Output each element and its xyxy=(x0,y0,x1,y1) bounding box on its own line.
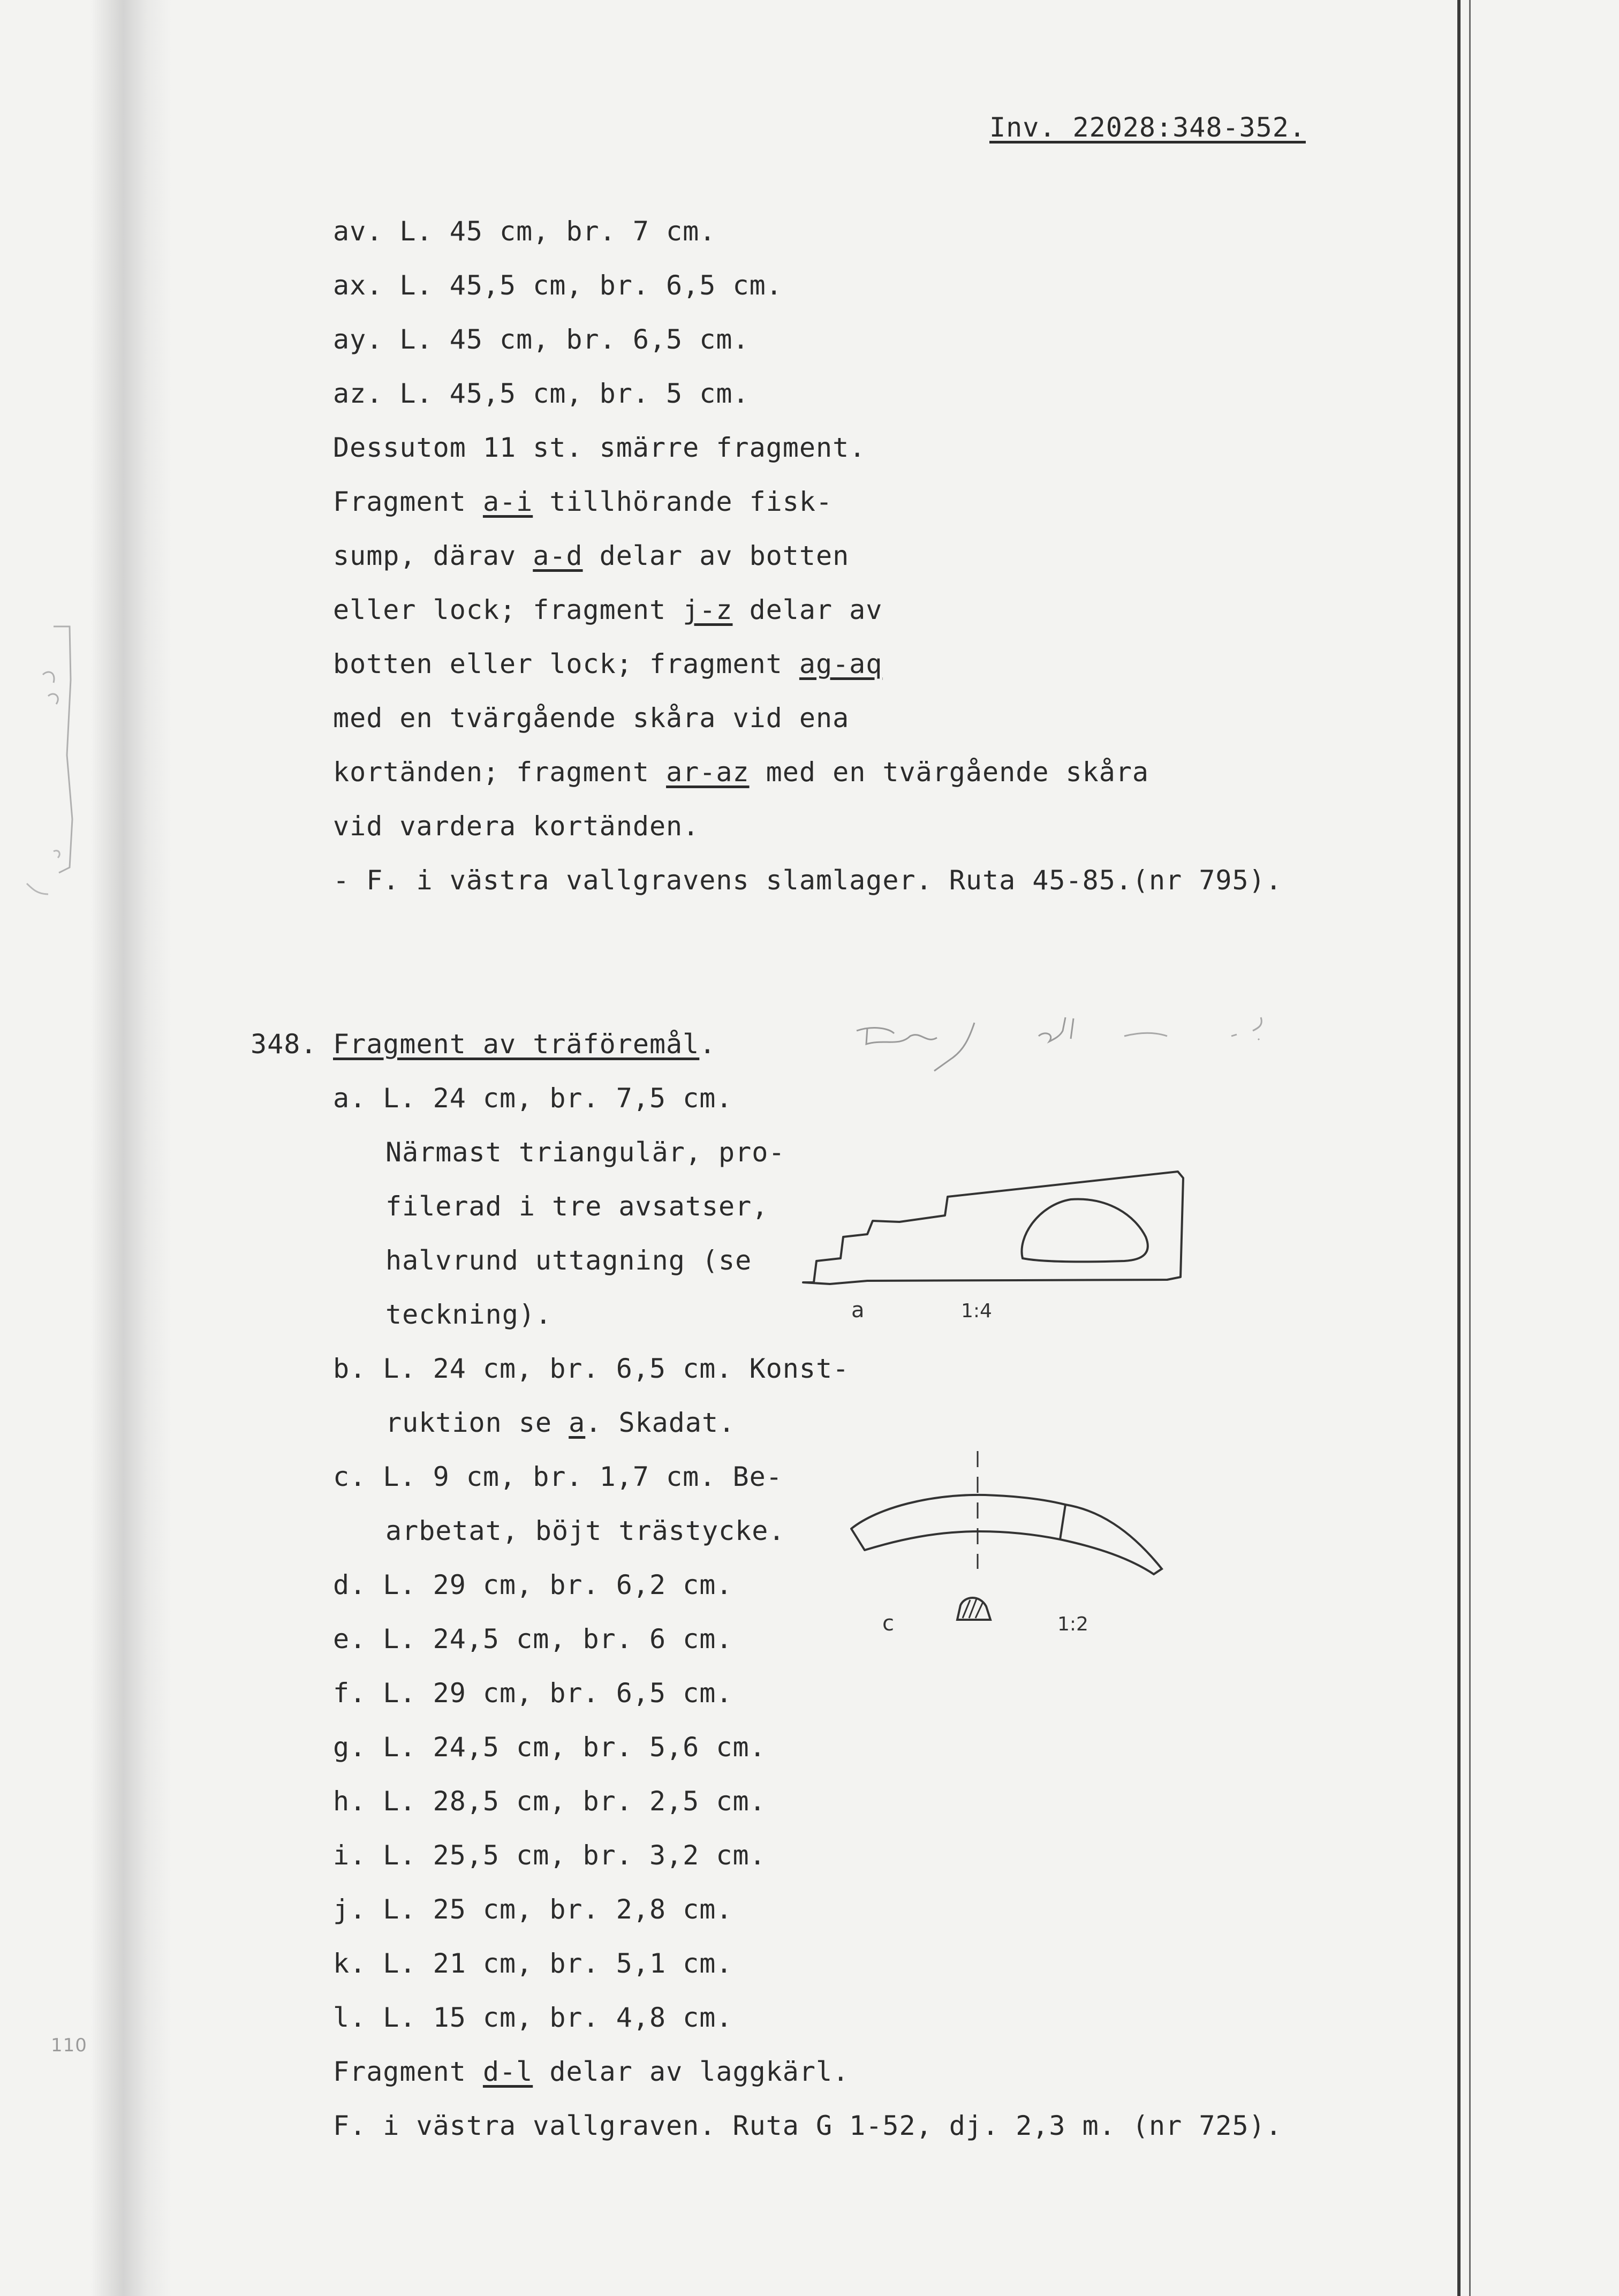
entry-find-location: F. i västra vallgraven. Ruta G 1-52, dj. 2,3 m. (nr 725). xyxy=(333,2110,1282,2141)
description-line: vid vardera kortänden. xyxy=(333,811,700,842)
description-line: med en tvärgående skåra vid ena xyxy=(333,703,850,734)
sketch-c-scale: 1:2 xyxy=(1057,1613,1088,1635)
item-i: i. L. 25,5 cm, br. 3,2 cm. xyxy=(333,1840,766,1871)
measure-line: az. L. 45,5 cm, br. 5 cm. xyxy=(333,378,750,409)
item-b-desc: ruktion se a. Skadat. xyxy=(385,1407,736,1438)
inventory-number: Inv. 22028:348-352. xyxy=(989,112,1306,143)
item-k: k. L. 21 cm, br. 5,1 cm. xyxy=(333,1948,733,1979)
description-line: kortänden; fragment ar-az med en tvärgående skåra xyxy=(333,757,1149,788)
entry-summary: Fragment d-l delar av laggkärl. xyxy=(333,2056,850,2087)
fragment-a-drawing xyxy=(792,1157,1199,1328)
item-l: l. L. 15 cm, br. 4,8 cm. xyxy=(333,2002,733,2033)
item-b: b. L. 24 cm, br. 6,5 cm. Konst- xyxy=(333,1353,850,1384)
item-d: d. L. 29 cm, br. 6,2 cm. xyxy=(333,1569,733,1600)
sketch-c-label: c xyxy=(882,1611,894,1636)
margin-marks xyxy=(11,616,91,916)
description-line: sump, därav a-d delar av botten xyxy=(333,540,850,571)
description-line: eller lock; fragment j-z delar av xyxy=(333,594,883,625)
entry-title: Fragment av träföremål. xyxy=(333,1029,716,1060)
item-e: e. L. 24,5 cm, br. 6 cm. xyxy=(333,1623,733,1655)
entry-number: 348. xyxy=(251,1029,317,1060)
measure-line: av. L. 45 cm, br. 7 cm. xyxy=(333,216,716,247)
item-a-desc: halvrund uttagning (se xyxy=(385,1245,752,1276)
item-a-desc: Närmast triangulär, pro- xyxy=(385,1137,785,1168)
item-h: h. L. 28,5 cm, br. 2,5 cm. xyxy=(333,1786,766,1817)
sketch-a-label: a xyxy=(851,1298,865,1323)
margin-number: 110 xyxy=(51,2035,87,2056)
measure-line: ax. L. 45,5 cm, br. 6,5 cm. xyxy=(333,270,783,301)
item-c: c. L. 9 cm, br. 1,7 cm. Be- xyxy=(333,1461,783,1492)
sketch-a-scale: 1:4 xyxy=(961,1300,992,1322)
item-a-desc: filerad i tre avsatser, xyxy=(385,1191,769,1222)
fragment-c-drawing xyxy=(841,1446,1183,1649)
binding-shadow xyxy=(91,0,171,2296)
measure-line: ay. L. 45 cm, br. 6,5 cm. xyxy=(333,324,750,355)
item-a: a. L. 24 cm, br. 7,5 cm. xyxy=(333,1083,733,1114)
pencil-annotation xyxy=(803,1007,1338,1103)
page-edge-rule-thin xyxy=(1469,0,1471,2296)
item-j: j. L. 25 cm, br. 2,8 cm. xyxy=(333,1894,733,1925)
item-a-desc: teckning). xyxy=(385,1299,553,1330)
find-location: - F. i västra vallgravens slamlager. Ruta 45-85.(nr 795). xyxy=(333,865,1282,896)
extra-fragments: Dessutom 11 st. smärre fragment. xyxy=(333,432,866,463)
page-edge-rule xyxy=(1457,0,1461,2296)
item-g: g. L. 24,5 cm, br. 5,6 cm. xyxy=(333,1732,766,1763)
item-c-desc: arbetat, böjt trästycke. xyxy=(385,1515,785,1546)
description-line: botten eller lock; fragment ag-aq xyxy=(333,648,883,679)
item-f: f. L. 29 cm, br. 6,5 cm. xyxy=(333,1678,733,1709)
description-line: Fragment a-i tillhörande fisk- xyxy=(333,486,833,517)
